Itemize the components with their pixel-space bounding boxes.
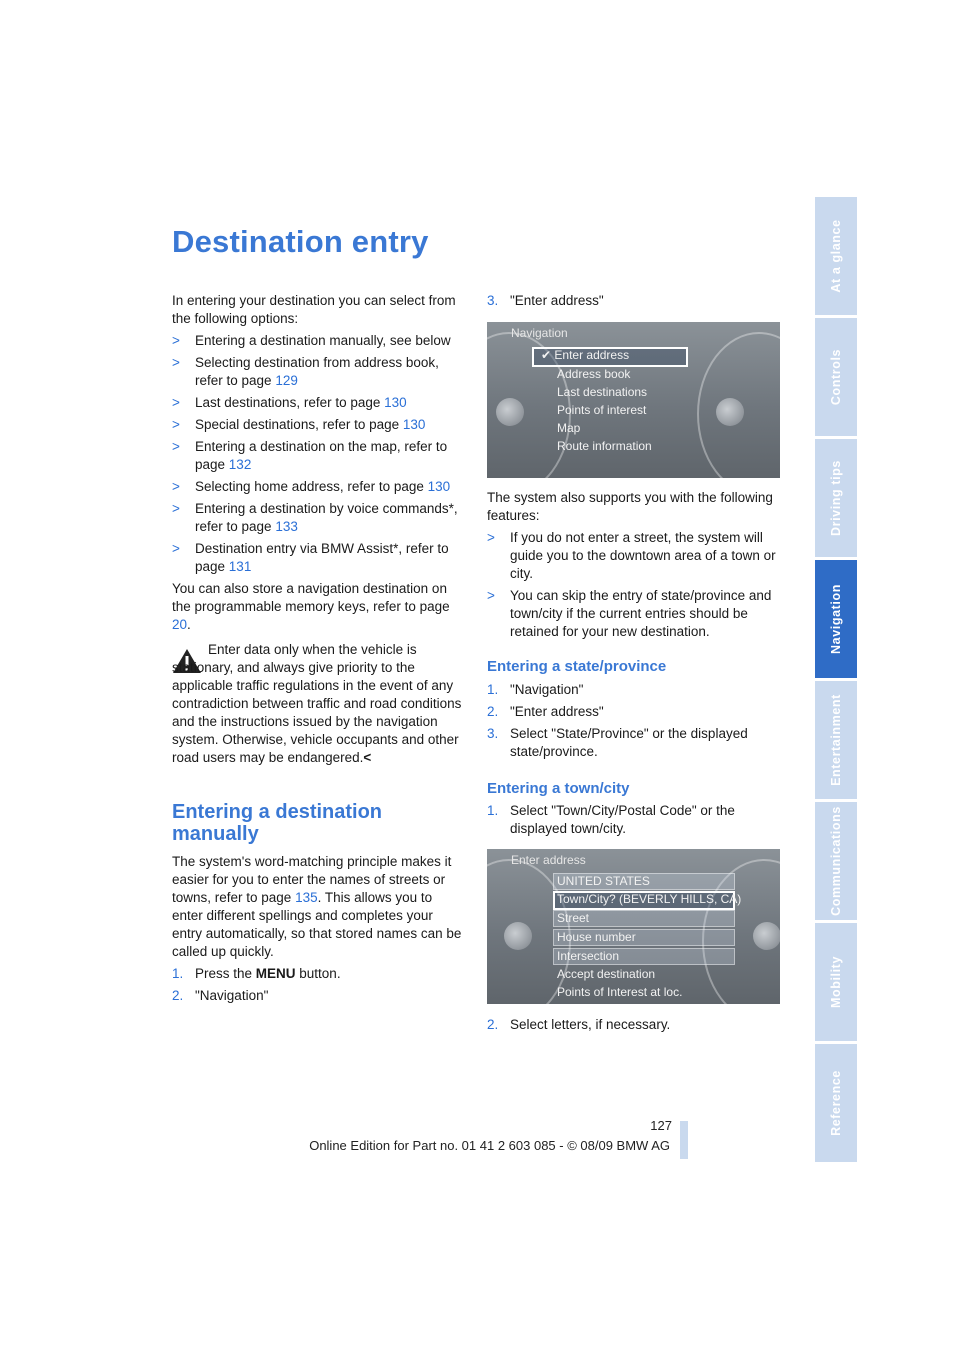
screen-header: Navigation xyxy=(511,326,568,340)
step-item xyxy=(172,987,464,1005)
tab-navigation[interactable] xyxy=(815,560,857,678)
screen-menu-item: UNITED STATES xyxy=(557,874,650,888)
tab-mobility[interactable] xyxy=(815,923,857,1041)
state-steps xyxy=(487,681,782,761)
enter-address-screenshot xyxy=(487,849,780,1004)
screen-menu-item: Last destinations xyxy=(557,385,648,399)
chapter-tabs xyxy=(815,197,857,1165)
right-body xyxy=(487,489,782,641)
town-step1 xyxy=(487,802,782,838)
list-item: > Last destinations, refer to page 130 xyxy=(172,395,407,410)
step-item xyxy=(487,1016,782,1034)
page-link[interactable]: 20 xyxy=(172,617,188,632)
step-number: 1. xyxy=(487,803,499,818)
memory-text: You can also store a navigation destination on the programmable memory keys, refer to page xyxy=(172,581,450,614)
tab-controls[interactable] xyxy=(815,318,857,436)
section-heading-state: Entering a state/province xyxy=(487,658,667,675)
step-text: "Enter address" xyxy=(510,293,604,308)
page-link[interactable]: 135 xyxy=(295,890,318,905)
step-item xyxy=(487,703,782,721)
step-number: 1. xyxy=(487,682,499,697)
screen-menu-item: Intersection xyxy=(557,949,620,963)
step-text: Select letters, if necessary. xyxy=(510,1017,671,1032)
step-item xyxy=(487,802,782,838)
warning-text xyxy=(172,641,464,767)
manual-text-a: The system's word-matching principle makes it easier for you to enter the names of streets or towns, refer to page xyxy=(172,854,452,905)
page-link[interactable]: 130 xyxy=(384,395,407,410)
step-text: Select "State/Province" or the displayed state/province. xyxy=(510,726,748,759)
screen-menu-item: Accept destination xyxy=(557,967,656,981)
step-number: 2. xyxy=(172,988,184,1003)
tab-driving-tips[interactable] xyxy=(815,439,857,557)
list-item: > Selecting home address, refer to page 130 xyxy=(172,479,451,494)
page-marker xyxy=(680,1121,688,1159)
screen-menu-item: Route information xyxy=(557,439,652,453)
step-text: "Enter address" xyxy=(510,704,604,719)
screen-menu-item: ✔ Enter address xyxy=(541,348,630,362)
step-text: Press the xyxy=(195,966,256,981)
support-text: You can skip the entry of state/province and town/city if the current entries should be retained for your new destination. xyxy=(510,588,772,639)
tab-label: Controls xyxy=(829,348,843,406)
list-item: > Entering a destination by voice commands*, refer to page 133 xyxy=(172,501,458,534)
option-text: Special destinations, refer to page xyxy=(195,417,403,432)
tab-communications[interactable] xyxy=(815,802,857,920)
step3-item xyxy=(487,292,782,310)
screen-menu-item: Map xyxy=(557,421,581,435)
tab-label: Mobility xyxy=(829,955,843,1009)
list-item: > Entering a destination on the map, refer to page 132 xyxy=(172,439,448,472)
step-number: 3. xyxy=(487,293,499,308)
tab-entertainment[interactable] xyxy=(815,681,857,799)
step-text: "Navigation" xyxy=(195,988,269,1003)
tab-reference[interactable] xyxy=(815,1044,857,1162)
list-item: > Special destinations, refer to page 130 xyxy=(172,417,426,432)
intro-paragraph: In entering your destination you can select from the following options: xyxy=(172,293,456,326)
step-item xyxy=(172,965,464,983)
list-item: > Selecting destination from address book, refer to page 129 xyxy=(172,355,439,388)
tab-at-a-glance[interactable] xyxy=(815,197,857,315)
step-text: "Navigation" xyxy=(510,682,584,697)
option-text: Entering a destination on the map, refer to page xyxy=(195,439,448,472)
step-text: Select "Town/City/Postal Code" or the displayed town/city. xyxy=(510,803,735,836)
step-number: 2. xyxy=(487,1017,499,1032)
step-number: 3. xyxy=(487,726,499,741)
option-text: Entering a destination by voice commands*, refer to page xyxy=(195,501,458,534)
section-heading-manual: Entering a destination manually xyxy=(172,801,383,845)
footer-text: Online Edition for Part no. 01 41 2 603 085 - © 08/09 BMW AG xyxy=(309,1138,670,1153)
left-column xyxy=(172,292,464,634)
end-marker: < xyxy=(363,750,372,765)
tab-label: Reference xyxy=(829,1070,843,1136)
step-item xyxy=(487,292,782,310)
tab-label: Driving tips xyxy=(829,460,843,536)
manual-text-b: . This allows you to enter different spellings and completes your entry automatically, so that stored names can be called up quickly. xyxy=(172,890,462,959)
screen-header: Enter address xyxy=(511,853,586,867)
option-text: Entering a destination manually, see below xyxy=(195,333,451,348)
screen-menu-item: Points of interest xyxy=(557,403,647,417)
screen-menu-item: House number xyxy=(557,930,636,944)
warning-body: Enter data only when the vehicle is stationary, and always give priority to the applicable traffic regulations in the event of any contradiction between traffic and road conditions and the instructions issued by the navigation system. Otherwise, vehicle occupants and other road users may be endangered. xyxy=(172,642,462,765)
page-number: 127 xyxy=(650,1118,672,1133)
list-item: > If you do not enter a street, the system will guide you to the downtown area of a town or city. xyxy=(487,530,776,581)
step-text: button. xyxy=(295,966,341,981)
controller-knob-icon xyxy=(753,922,780,950)
manual-paragraph xyxy=(172,853,464,961)
list-item: > Entering a destination manually, see below xyxy=(172,333,451,348)
option-text: Destination entry via BMW Assist*, refer to page xyxy=(195,541,449,574)
step-number: 1. xyxy=(172,966,184,981)
support-text: If you do not enter a street, the system will guide you to the downtown area of a town or city. xyxy=(510,530,776,581)
tab-label: Communications xyxy=(829,806,843,916)
page-link[interactable]: 132 xyxy=(228,457,252,472)
controller-knob-icon xyxy=(716,398,744,426)
option-text: Selecting home address, refer to page xyxy=(195,479,428,494)
list-item: > You can skip the entry of state/province and town/city if the current entries should be retained for your new destination. xyxy=(487,588,772,639)
tab-label: Entertainment xyxy=(829,694,843,786)
step-number: 2. xyxy=(487,704,499,719)
page-link[interactable]: 130 xyxy=(402,417,426,432)
page-link[interactable]: 131 xyxy=(228,559,252,574)
step-item xyxy=(487,725,782,761)
page-title: Destination entry xyxy=(172,224,429,259)
memory-paragraph: You can also store a navigation destination on the programmable memory keys, refer to page 20. xyxy=(172,581,450,632)
option-text: Selecting destination from address book, refer to page xyxy=(195,355,439,388)
controller-knob-icon xyxy=(496,398,524,426)
section-heading-town: Entering a town/city xyxy=(487,780,630,797)
screen-menu-item: Street xyxy=(557,911,590,925)
tab-label: At a glance xyxy=(829,219,843,293)
controller-knob-icon xyxy=(504,922,532,950)
page-link[interactable]: 130 xyxy=(427,479,451,494)
screen-menu-item: Town/City? (BEVERLY HILLS, CA) xyxy=(557,892,742,906)
support-paragraph: The system also supports you with the following features: xyxy=(487,490,773,523)
menu-button-label: MENU xyxy=(255,966,296,981)
page-link[interactable]: 129 xyxy=(275,373,298,388)
screen-menu-item: Points of Interest at loc. xyxy=(557,985,683,999)
manual-body xyxy=(172,853,464,1005)
tab-label: Navigation xyxy=(829,584,843,654)
page-link[interactable]: 133 xyxy=(275,519,298,534)
option-text: Last destinations, refer to page xyxy=(195,395,385,410)
town-step2 xyxy=(487,1016,782,1034)
navigation-menu-screenshot xyxy=(487,322,780,478)
screen-menu-item: Address book xyxy=(557,367,631,381)
step-item xyxy=(487,681,782,699)
list-item: > Destination entry via BMW Assist*, refer to page 131 xyxy=(172,541,449,574)
